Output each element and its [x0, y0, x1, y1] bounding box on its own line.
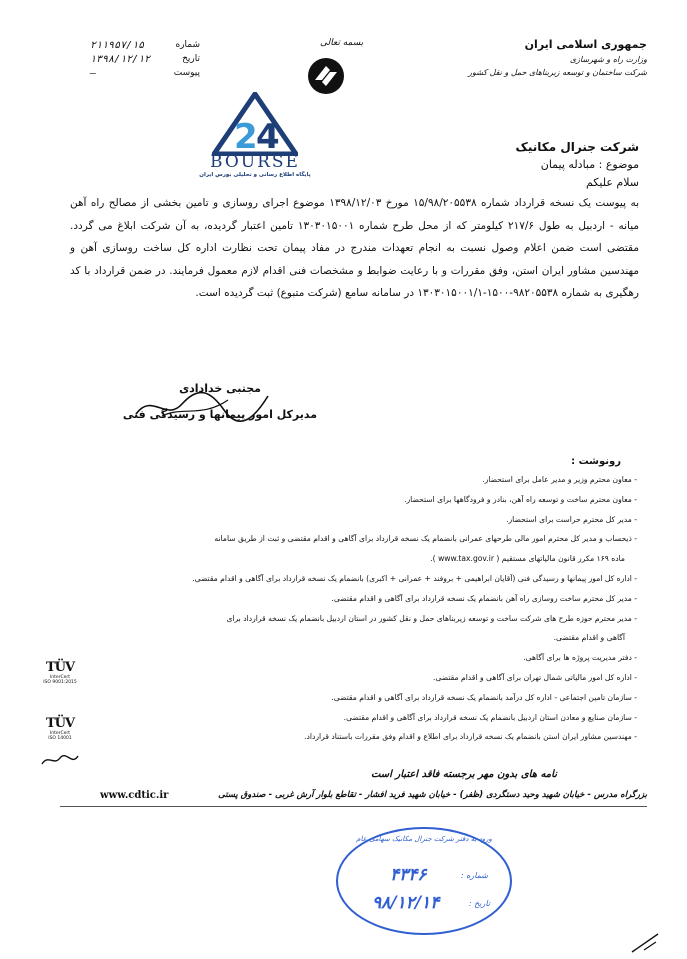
cert-standard: ISO 9001:2015: [43, 680, 77, 685]
attachment-label: پیوست: [173, 68, 200, 78]
cc-item: - دفتر مدیریت پروژه ها برای آگاهی.: [523, 653, 637, 663]
cert-body: InterCert: [49, 731, 71, 736]
agency-logo-icon: [306, 56, 346, 96]
environment-mark-icon: [40, 752, 80, 768]
cc-item: - معاون محترم وزیر و مدیر عامل برای استحضار.: [482, 475, 637, 484]
bourse-name: BOURSE: [210, 152, 300, 172]
subject-line: موضوع : مبادله پیمان: [540, 158, 639, 171]
cc-item: ماده ۱۶۹ مکرر قانون مالیاتهای مستقیم ( www.tax.gov.ir ).: [430, 554, 625, 564]
stamp-date-label: تاریخ :: [468, 899, 490, 908]
stamp-ring-text: ورود به دفتر شرکت جنرال مکانیک سهامی عام: [356, 835, 492, 843]
recipient-company: شرکت جنرال مکانیک: [515, 140, 639, 154]
bourse-subtitle: پایگاه اطلاع رسانی و تحلیلی بورس ایران: [199, 172, 311, 178]
date-label: تاریخ: [182, 54, 200, 64]
footer-website: www.cdtic.ir: [100, 790, 169, 801]
cert-body: InterCert: [49, 675, 71, 680]
certification-badge: [38, 716, 82, 741]
cc-item: - مدیر محترم حوزه طرح های شرکت ساخت و توسعه زیربناهای حمل و نقل کشور در استان اردبیل بانضمام یک نسخه قرارداد برای: [226, 613, 637, 623]
number-label: شماره: [175, 40, 200, 50]
letter-body: به پیوست یک نسخه قرارداد شماره ۱۵/۹۸/۲۰۵۵۳۸ مورخ ۱۳۹۸/۱۲/۰۳ موضوع اجرای روسازی و تامین بخشی از مصالح راه آهن میانه - اردبیل به طول ۲۱۷/۶ کیلومتر که از محل طرح شماره ۱۳۰۳۰۱۵۰۰۱ تامین اعتبار گردیده، به آن شرکت ابلاغ می گردد. مقتضی است ضمن اعلام وصول نسبت به انجام تعهدات مندرج در مفاد پیمان تحت نظارت اداره کل ساخت روسازی آهن و مهندسین مشاور ایران استن، وفق مقررات و با رعایت ضوابط و مشخصات فنی اقدام لازم معمول فرمایند. در ضمن قرارداد با کد رهگیری به شماره ۹۸۲۰۵۵۳۸-۱۵۰۰-۱۳۰۳۰۱۵۰۰۱/۱ در سامانه سامع (شرکت متبوع) ثبت گردیده است.: [70, 197, 639, 299]
corner-mark-icon: [630, 932, 660, 954]
stamp-number: ۴۳۴۶: [390, 865, 427, 885]
cc-list: [40, 470, 637, 747]
handwritten-signature-icon: [132, 386, 272, 426]
cert-standard: ISO 14001: [48, 736, 72, 741]
footer-notice: نامه های بدون مهر برجسته فاقد اعتبار است: [370, 769, 557, 780]
ministry-name: وزارت راه و شهرسازی: [569, 55, 647, 64]
cc-item: - مدیر کل محترم ساخت روسازی راه آهن بانضمام یک نسخه قرارداد برای آگاهی و اقدام مقتضی.: [331, 593, 637, 603]
stamp-number-label: شماره :: [460, 871, 488, 880]
bourse-logo-icon: [212, 92, 298, 156]
cc-title: رونوشت :: [571, 456, 621, 467]
tuv-mark: TÜV: [45, 716, 75, 731]
cc-item: - سازمان صنایع و معادن استان اردبیل بانضمام یک نسخه قرارداد برای آگاهی و اقدام مقتضی.: [343, 712, 637, 722]
received-stamp: [336, 827, 512, 935]
cc-item: - اداره کل امور پیمانها و رسیدگی فنی (آقایان ابراهیمی + بروفند + عمرانی + اکبری) بانضمام یک نسخه قرارداد برای آگاهی و اقدام مقتضی.: [192, 573, 637, 583]
svg-text:2: 2: [234, 117, 258, 156]
cc-item: - مدیر کل محترم حراست برای استحضار.: [506, 514, 637, 524]
cc-item: - معاون محترم ساخت و توسعه راه آهن، بنادر و فرودگاهها برای استحضار.: [404, 494, 637, 504]
agency-name: شرکت ساختمان و توسعه زیربناهای حمل و نقل کشور: [468, 68, 647, 77]
cc-item: - اداره کل امور مالیاتی شمال تهران برای آگاهی و اقدام مقتضی.: [433, 672, 637, 682]
greeting: سلام علیکم: [585, 176, 639, 189]
certification-badge: [38, 660, 82, 685]
cc-item: - سازمان تامین اجتماعی - اداره کل درآمد بانضمام یک نسخه قرارداد برای آگاهی و اقدام مقتضی.: [331, 692, 637, 702]
cc-item: - ذیحساب و مدیر کل محترم امور مالی طرحهای عمرانی بانضمام یک نسخه قرارداد برای آگاهی و اقدام مقتضی و ثبت از طریق سامانه: [214, 534, 637, 544]
signer-name: مجتبی خدادادی: [179, 382, 261, 395]
letter-meta: [90, 40, 200, 82]
recipient-block: [319, 138, 639, 192]
cc-item: آگاهی و اقدام مقتضی.: [553, 633, 625, 643]
letter-date: ۱۳۹۸/۱۲/۱۲: [90, 54, 151, 65]
footer-address: بزرگراه مدرس - خیابان شهید وحید دستگردی (ظفر) - خیابان شهید فرید افشار - تقاطع بلوار آرش غربی - صندوق پستی: [218, 790, 647, 800]
letter-number: ۲۱۱۹۵۷/۱۵: [90, 40, 145, 51]
signer-title: مدیرکل امور پیمانها و رسیدگی فنی: [122, 408, 318, 421]
country-name: جمهوری اسلامی ایران: [524, 38, 647, 51]
basmala: بسمه تعالی: [320, 38, 364, 48]
svg-text:4: 4: [256, 117, 280, 156]
stamp-date: ۹۸/۱۲/۱۴: [372, 893, 440, 913]
letterhead: [387, 38, 647, 77]
cc-item: - مهندسین مشاور ایران استن بانضمام یک نسخه قرارداد برای اطلاع و اقدام وفق مقررات باستناد قرارداد.: [304, 732, 637, 742]
footer-divider: [60, 806, 647, 807]
tuv-mark: TÜV: [45, 660, 75, 675]
letter-attachment: —: [90, 68, 97, 79]
